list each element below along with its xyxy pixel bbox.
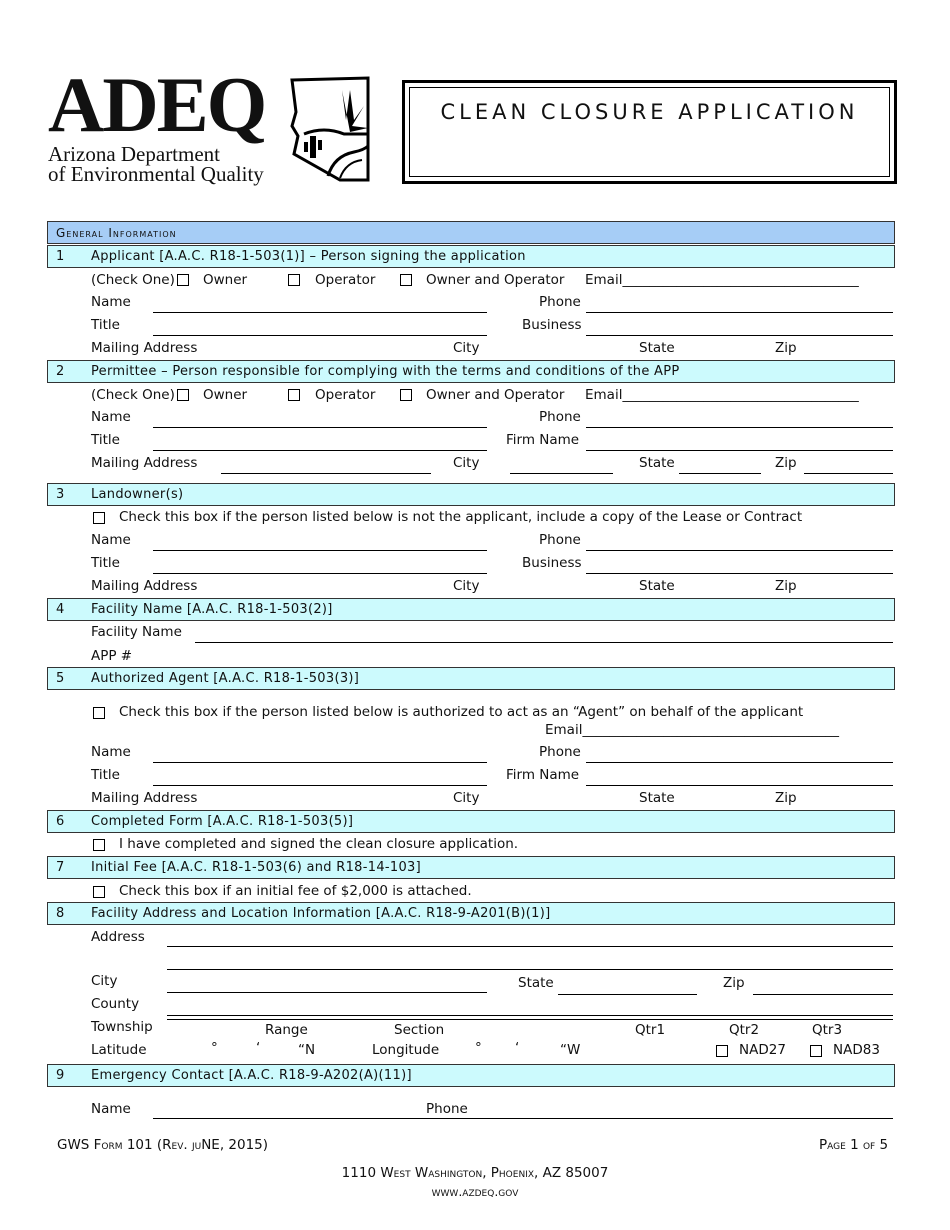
mailing-address-label: Mailing Address: [91, 455, 198, 471]
longitude-label: Longitude: [372, 1042, 440, 1058]
name-label: Name: [91, 532, 131, 548]
range-label: Range: [265, 1022, 308, 1038]
email-field[interactable]: Email___________________________________: [585, 272, 859, 288]
completed-check-label: I have completed and signed the clean closure application.: [119, 836, 519, 852]
title-field[interactable]: [153, 573, 487, 574]
state-label: State: [639, 455, 675, 471]
email-field[interactable]: Email______________________________________: [545, 722, 839, 738]
phone-field[interactable]: [586, 550, 893, 551]
section-number: 1: [56, 249, 65, 264]
state-label: State: [639, 340, 675, 356]
city-label: City: [453, 790, 480, 806]
section-number: 7: [56, 860, 65, 875]
zip-field[interactable]: [753, 994, 893, 995]
phone-label: Phone: [539, 409, 581, 425]
longitude-degree-symbol: °: [475, 1040, 482, 1056]
owner-label: Owner: [203, 272, 248, 288]
nad83-label: NAD83: [833, 1042, 880, 1058]
operator-checkbox[interactable]: [288, 389, 300, 401]
operator-label: Operator: [315, 272, 376, 288]
operator-checkbox[interactable]: [288, 274, 300, 286]
title-label: Title: [91, 432, 120, 448]
owner-operator-checkbox[interactable]: [400, 389, 412, 401]
form-id: GWS Form 101 (Rev. juNE, 2015): [57, 1137, 269, 1153]
section-title: Permittee – Person responsible for complying with the terms and conditions of the APP: [91, 364, 680, 379]
county-label: County: [91, 996, 140, 1012]
longitude-minute-symbol: ‘: [515, 1040, 520, 1056]
zip-label: Zip: [775, 455, 797, 471]
owner-label: Owner: [203, 387, 248, 403]
landowner-check-label: Check this box if the person listed below is not the applicant, include a copy of the Lease or Contract: [119, 509, 803, 525]
latitude-second-symbol: “N: [298, 1042, 316, 1058]
address-field-1[interactable]: [167, 946, 893, 947]
footer-website-link[interactable]: www.azdeq.gov: [431, 1184, 519, 1199]
business-field[interactable]: [586, 573, 893, 574]
name-label: Name: [91, 1101, 131, 1117]
landowner-checkbox[interactable]: [93, 512, 105, 524]
operator-label: Operator: [315, 387, 376, 403]
section-number: 5: [56, 671, 65, 686]
fee-check-label: Check this box if an initial fee of $2,000 is attached.: [119, 883, 472, 899]
title-field[interactable]: [153, 450, 487, 451]
phone-field[interactable]: [586, 312, 893, 313]
city-label: City: [453, 578, 480, 594]
name-field[interactable]: [153, 550, 487, 551]
mailing-address-label: Mailing Address: [91, 790, 198, 806]
section-number: 3: [56, 487, 65, 502]
app-number-label: APP #: [91, 648, 133, 664]
name-field[interactable]: [153, 427, 487, 428]
mailing-address-field[interactable]: [221, 473, 431, 474]
title-label: Title: [91, 767, 120, 783]
state-field[interactable]: [679, 473, 761, 474]
logo-wordmark: ADEQ: [48, 61, 266, 148]
name-field[interactable]: [153, 762, 487, 763]
phone-label: Phone: [539, 532, 581, 548]
section-title: Applicant [A.A.C. R18-1-503(1)] – Person signing the application: [91, 249, 526, 264]
section-label: Section: [394, 1022, 445, 1038]
phone-label: Phone: [539, 294, 581, 310]
page-title: CLEAN CLOSURE APPLICATION: [440, 100, 859, 124]
title-field[interactable]: [153, 335, 487, 336]
completed-form-checkbox[interactable]: [93, 839, 105, 851]
township-field[interactable]: [167, 1019, 893, 1020]
latitude-degree-symbol: °: [211, 1040, 218, 1056]
qtr2-label: Qtr2: [729, 1022, 760, 1038]
section-number: 6: [56, 814, 65, 829]
firm-name-label: Firm Name: [506, 767, 580, 783]
state-field[interactable]: [558, 994, 697, 995]
owner-operator-label: Owner and Operator: [426, 272, 565, 288]
section-2-header: [47, 360, 895, 383]
section-number: 4: [56, 602, 65, 617]
name-label: Name: [91, 294, 131, 310]
address-label: Address: [91, 929, 145, 945]
agent-checkbox[interactable]: [93, 707, 105, 719]
section-number: 8: [56, 906, 65, 921]
county-field[interactable]: [167, 1015, 893, 1016]
owner-operator-checkbox[interactable]: [400, 274, 412, 286]
longitude-second-symbol: “W: [560, 1042, 581, 1058]
qtr3-label: Qtr3: [812, 1022, 843, 1038]
state-label: State: [639, 578, 675, 594]
name-label: Name: [91, 409, 131, 425]
initial-fee-checkbox[interactable]: [93, 886, 105, 898]
qtr1-label: Qtr1: [635, 1022, 666, 1038]
business-label: Business: [522, 317, 582, 333]
phone-field[interactable]: [586, 427, 893, 428]
zip-label: Zip: [775, 578, 797, 594]
township-label: Township: [91, 1019, 153, 1035]
city-field[interactable]: [510, 473, 613, 474]
check-one-label: (Check One): [91, 272, 175, 288]
emergency-contact-field[interactable]: [153, 1118, 893, 1119]
arizona-emblem-icon: [284, 76, 372, 184]
zip-label: Zip: [723, 975, 745, 991]
city-label: City: [453, 340, 480, 356]
owner-operator-label: Owner and Operator: [426, 387, 565, 403]
footer-address: 1110 West Washington, Phoenix, AZ 85007: [341, 1165, 609, 1181]
zip-field[interactable]: [804, 473, 893, 474]
title-label: Title: [91, 317, 120, 333]
section-8-header: [47, 902, 895, 925]
section-3-header: [47, 483, 895, 506]
firm-name-field[interactable]: [586, 450, 893, 451]
agent-check-label: Check this box if the person listed below is authorized to act as an “Agent” on behalf of the applicant: [119, 704, 804, 720]
city-label: City: [453, 455, 480, 471]
section-title: Authorized Agent [A.A.C. R18-1-503(3)]: [91, 671, 360, 686]
nad83-checkbox[interactable]: [810, 1045, 822, 1057]
check-one-label: (Check One): [91, 387, 175, 403]
title-box: [402, 80, 897, 184]
section-title: Initial Fee [A.A.C. R18-1-503(6) and R18-14-103]: [91, 860, 421, 875]
city-field[interactable]: [167, 992, 487, 993]
title-field[interactable]: [153, 785, 487, 786]
state-label: State: [518, 975, 554, 991]
phone-label: Phone: [426, 1101, 468, 1117]
section-7-header: [47, 856, 895, 879]
section-4-header: [47, 598, 895, 621]
city-label: City: [91, 973, 118, 989]
latitude-label: Latitude: [91, 1042, 147, 1058]
name-label: Name: [91, 744, 131, 760]
email-field[interactable]: Email___________________________________: [585, 387, 859, 403]
logo-line-1: Arizona Department: [48, 142, 221, 166]
mailing-address-label: Mailing Address: [91, 340, 198, 356]
phone-label: Phone: [539, 744, 581, 760]
section-number: 9: [56, 1068, 65, 1083]
mailing-address-label: Mailing Address: [91, 578, 198, 594]
general-info-label: General Information: [56, 226, 177, 240]
latitude-minute-symbol: ‘: [256, 1040, 261, 1056]
nad27-checkbox[interactable]: [716, 1045, 728, 1057]
phone-field[interactable]: [586, 762, 893, 763]
title-label: Title: [91, 555, 120, 571]
zip-label: Zip: [775, 340, 797, 356]
owner-checkbox[interactable]: [177, 274, 189, 286]
zip-label: Zip: [775, 790, 797, 806]
facility-name-field[interactable]: [195, 642, 893, 643]
section-number: 2: [56, 364, 65, 379]
section-1-header: [47, 245, 895, 268]
firm-name-field[interactable]: [586, 785, 893, 786]
section-title: Facility Address and Location Information [A.A.C. R18-9-A201(B)(1)]: [91, 906, 551, 921]
section-title: Emergency Contact [A.A.C. R18-9-A202(A)(11)]: [91, 1068, 412, 1083]
section-5-header: [47, 667, 895, 690]
logo-line-2: of Environmental Quality: [48, 162, 264, 186]
name-field[interactable]: [153, 312, 487, 313]
section-title: Landowner(s): [91, 487, 184, 502]
business-label: Business: [522, 555, 582, 571]
page-number: Page 1 of 5: [819, 1137, 889, 1153]
section-9-header: [47, 1064, 895, 1087]
nad27-label: NAD27: [739, 1042, 786, 1058]
business-field[interactable]: [586, 335, 893, 336]
facility-name-label: Facility Name: [91, 624, 182, 640]
address-field-2[interactable]: [167, 969, 893, 970]
state-label: State: [639, 790, 675, 806]
section-title: Completed Form [A.A.C. R18-1-503(5)]: [91, 814, 354, 829]
general-info-header: [47, 221, 895, 244]
firm-name-label: Firm Name: [506, 432, 580, 448]
section-6-header: [47, 810, 895, 833]
section-title: Facility Name [A.A.C. R18-1-503(2)]: [91, 602, 333, 617]
owner-checkbox[interactable]: [177, 389, 189, 401]
